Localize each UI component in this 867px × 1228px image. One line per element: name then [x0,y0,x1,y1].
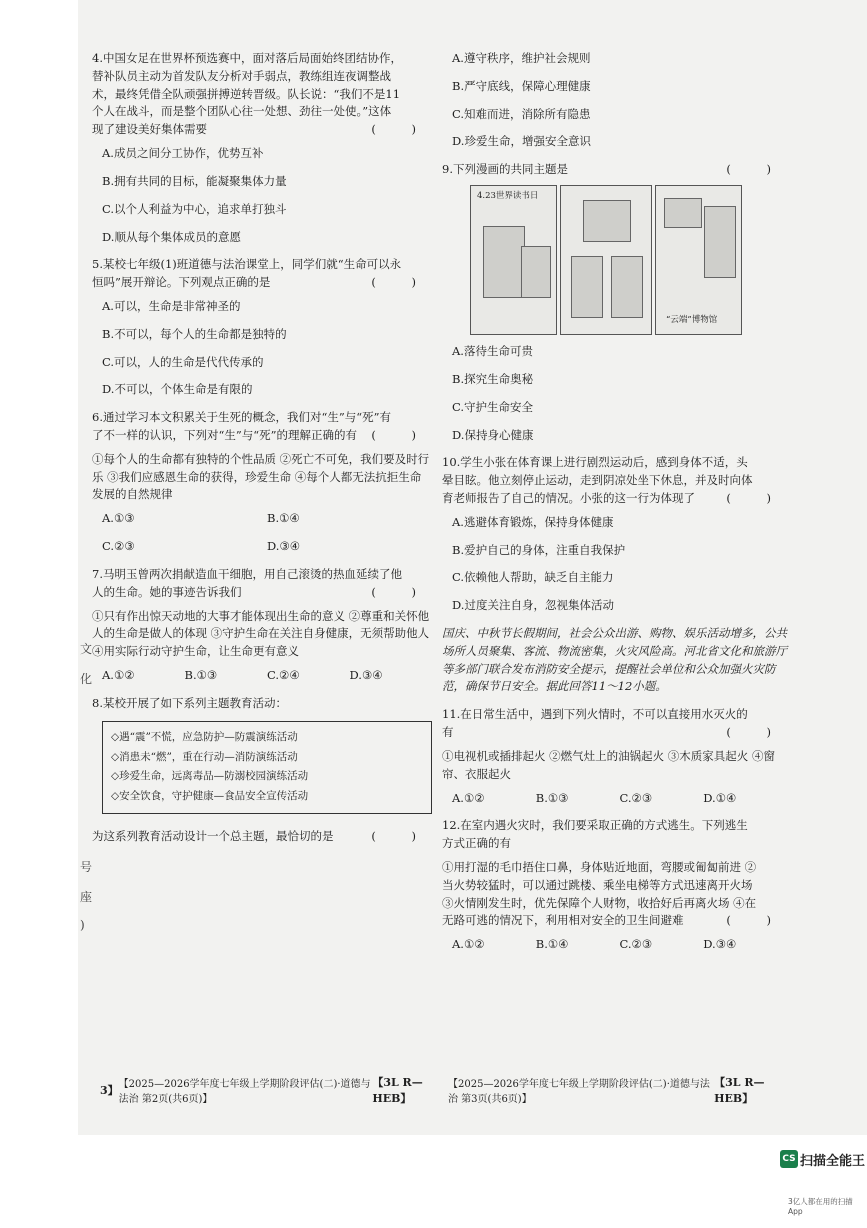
question-statements: ①用打湿的毛巾捂住口鼻，身体贴近地面，弯腰或匍匐前进 ②当火势较猛时，可以通过跳楼、乘坐电梯等方式迅速离开火场 ③火情刚发生时，优先保障个人财物，收拾好后再离火场 ④在无路可逃的情况下，利用相对安全的卫生间避难 [442,859,757,928]
option-b: B.爱护自己的身体，注重自我保护 [452,542,626,557]
cartoon-panel-classroom [560,185,652,335]
option-c: C.可以，人的生命是代代传承的 [102,354,264,369]
answer-bracket: ( ) [371,275,432,290]
option-a: A.①③ [102,511,135,526]
question-8 [92,695,432,713]
question-stem: 5.某校七年级(1)班道德与法治课堂上，同学们就“生命可以永恒吗”展开辩论。下列观点正确的是 [92,257,402,290]
option-c: C.②③ [619,790,653,805]
option-d: D.珍爱生命，增强安全意识 [452,134,591,149]
option-c: C.②④ [267,667,300,682]
option-c: C.知难而进，消除所有隐患 [452,106,591,121]
panel-label: “云端”博物馆 [666,315,718,326]
option-b: B.严守底线，保障心理健康 [452,78,591,93]
option-c: C.②③ [619,937,653,952]
question-10 [442,454,787,507]
answer-bracket: ( ) [726,490,787,505]
question-stem: 为这系列教育活动设计一个总主题，最恰切的是 [92,829,334,844]
option-d: D.顺从每个集体成员的意愿 [102,229,241,244]
question-9 [442,161,787,179]
footer-code: 【3L R—HEB】 [714,1076,765,1105]
activity-item: ◇安全饮食，守护健康—食品安全宣传活动 [111,790,309,803]
cartoon-panel-museum [655,185,742,335]
reading-passage: 国庆、中秋节长假期间，社会公众出游、购物、娱乐活动增多，公共场所人员聚集、客流、物流密集，火灾风险高。河北省文化和旅游厅等多部门联合发布消防安全提示，提醒社会单位和公众加强火灾防范，确保节日安全。据此回答11～12小题。 [442,626,787,694]
question-6 [92,409,432,445]
option-a: A.成员之间分工协作，优势互补 [102,146,264,161]
activity-item: ◇消患未“燃”，重在行动—消防演练活动 [111,750,298,763]
margin-char: 文 [80,642,93,656]
page-footer-right [448,1074,783,1106]
margin-char: 号 [80,860,93,874]
question-7 [92,566,432,602]
option-a: A.①② [452,937,485,952]
question-statements: ①每个人的生命都有独特的个性品质 ②死亡不可免，我们要及时行乐 ③我们应感恩生命的获得，珍爱生命 ④每个人都无法抗拒生命发展的自然规律 [92,451,430,502]
footer-text: 【2025—2026学年度七年级上学期阶段评估(二)·道德与法治 第3页(共6页)】 [448,1079,710,1105]
option-b: B.①④ [535,937,569,952]
question-statements: ①只有作出惊天动地的大事才能体现出生命的意义 ②尊重和关怀他人的生命是做人的体现 ③守护生命在关注自身健康，无须帮助他人 ④用实际行动守护生命，让生命更有意义 [92,608,430,659]
panel-label: 4.23世界读书日 [477,191,539,202]
options-row [102,510,432,556]
question-stem: 10.学生小张在体育课上进行剧烈运动后，感到身体不适，头晕目眩。他立刻停止运动，走到阴凉处坐下休息，并及时向体育老师报告了自己的情况。小张的这一行为体现了 [442,455,753,505]
question-statements: ①电视机或插排起火 ②燃气灶上的油锅起火 ③木质家具起火 ④窗帘、衣服起火 [442,748,775,781]
question-stem: 12.在室内遇火灾时，我们要采取正确的方式逃生。下列逃生方式正确的有 [442,818,748,851]
option-a: A.①② [102,667,135,682]
margin-char: 化 [80,672,93,686]
options-row [102,667,432,685]
option-c: C.以个人利益为中心，追求单打独斗 [102,201,287,216]
answer-bracket: ( ) [726,725,787,740]
question-stem: 4.中国女足在世界杯预选赛中，面对落后局面始终团结协作，替补队员主动为首发队友分析对手弱点，教练组连夜调整战术，最终凭借全队顽强拼搏逆转晋级。队长说：“我们不是11个人在战斗，而是整个团队心往一处想、劲往一处使。”这体现了建设美好集体需要 [92,51,402,137]
page-footer-left [100,1074,438,1106]
option-d: D.③④ [349,667,383,682]
option-a: A.①② [452,790,485,805]
question-stem: 9.下列漫画的共同主题是 [442,162,568,177]
option-b: B.①④ [267,511,300,526]
scanner-tagline: 3亿人都在用的扫描App [788,1197,853,1216]
answer-bracket: ( ) [371,428,432,442]
question-stem: 6.通过学习本文积累关于生死的概念，我们对“生”与“死”有了不一样的认识，下列对“生”与“死”的理解正确的有 [92,410,391,442]
question-12-statements [442,859,787,930]
scanner-app-name: 扫描全能王 [800,1154,866,1169]
option-a: A.遵守秩序，维护社会规则 [452,51,591,65]
option-c: C.②③ [102,539,135,554]
footer-code: 【3L R—HEB】 [372,1076,423,1105]
option-b: B.探究生命奥秘 [452,371,534,386]
footer-text: 【2025—2026学年度七年级上学期阶段评估(二)·道德与法治 第2页(共6页)】 [118,1079,371,1105]
option-b: B.①③ [184,667,218,682]
answer-bracket: ( ) [371,584,432,599]
options-row [452,936,787,954]
option-a: A.可以，生命是非常神圣的 [102,298,241,313]
option-b: B.不可以，每个人的生命都是独特的 [102,326,287,341]
option-d: D.①④ [703,790,737,805]
question-12 [442,817,787,853]
question-stem: 11.在日常生活中，遇到下列火情时，不可以直接用水灭火的有 [442,707,748,740]
activity-item: ◇遇“震”不慌，应急防护—防震演练活动 [111,730,298,743]
question-5 [92,256,432,292]
page-bottom-margin [78,1135,867,1228]
margin-char: ) [80,918,85,932]
question-stem: 7.马明玉曾两次捐献造血干细胞，用自己滚烫的热血延续了他人的生命。她的事迹告诉我们 [92,566,402,599]
option-d: D.③④ [703,937,737,952]
scanner-logo-icon: CS [780,1150,798,1168]
cartoon-panel-reading [470,185,557,335]
option-d: D.保持身心健康 [452,427,534,442]
option-d: D.过度关注自身，忽视集体活动 [452,598,614,613]
option-d: D.③④ [267,539,301,554]
question-stem: 8.某校开展了如下系列主题教育活动： [92,695,287,710]
answer-bracket: ( ) [371,829,432,844]
activity-list-box [102,721,432,815]
cartoon-illustration [470,185,740,333]
option-b: B.拥有共同的目标，能凝聚集体力量 [102,173,287,188]
footer-prefix: 3】 [100,1084,119,1097]
answer-bracket: ( ) [726,913,787,928]
option-c: C.依赖他人帮助，缺乏自主能力 [452,570,614,585]
option-a: A.逃避体育锻炼，保持身体健康 [452,514,614,529]
option-c: C.守护生命安全 [452,399,534,414]
option-b: B.①③ [535,790,569,805]
right-column [442,50,787,964]
answer-bracket: ( ) [371,122,432,137]
options-row [452,790,787,808]
left-column [92,50,432,852]
option-a: A.落待生命可贵 [452,344,533,359]
activity-item: ◇珍爱生命，远离毒品—防溺校园演练活动 [111,770,309,783]
question-4 [92,50,432,139]
margin-char: 座 [80,890,93,904]
question-8-tail [92,828,432,846]
option-d: D.不可以，个体生命是有限的 [102,382,253,397]
question-11 [442,706,787,742]
answer-bracket: ( ) [726,162,787,177]
